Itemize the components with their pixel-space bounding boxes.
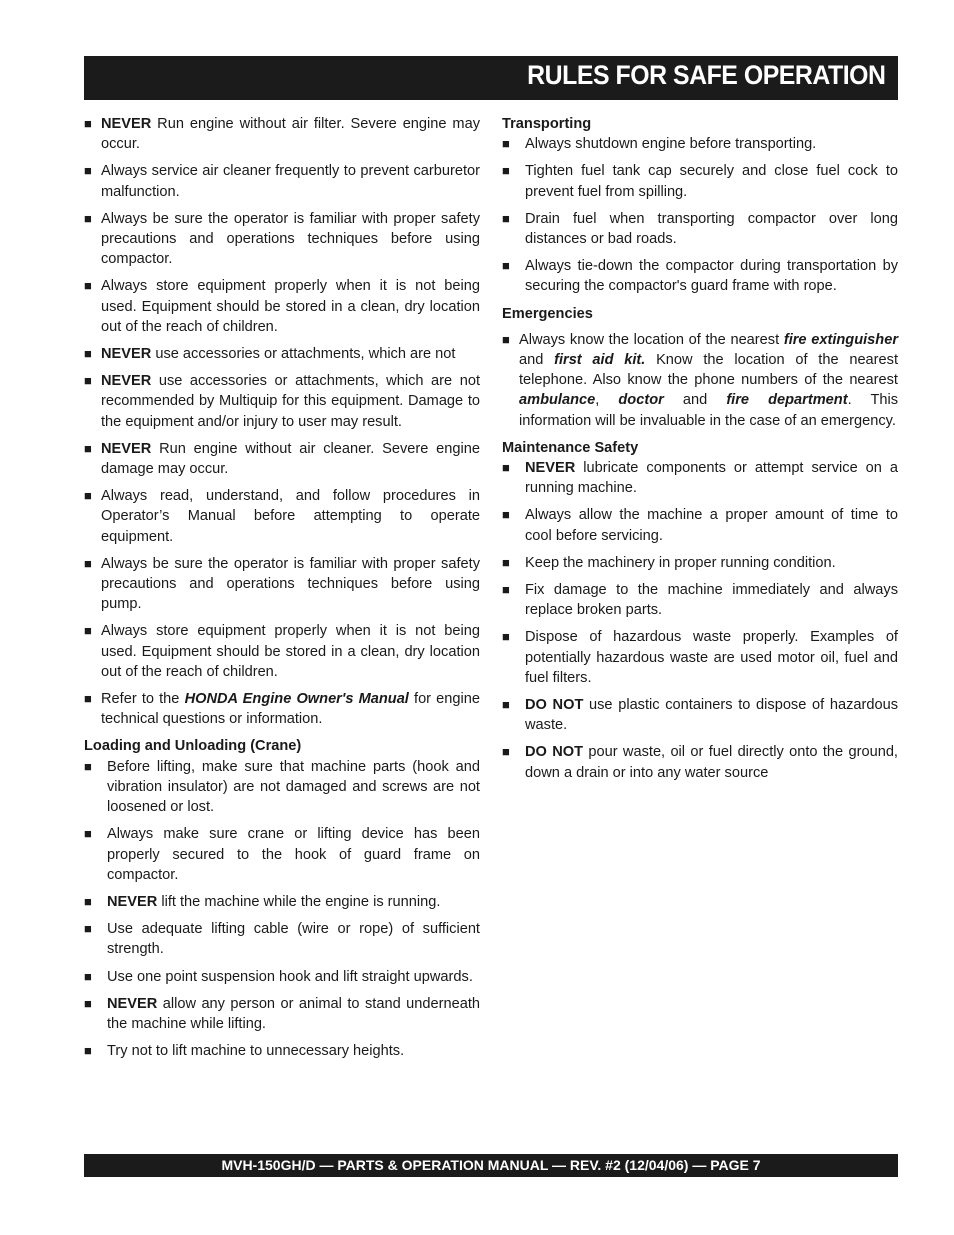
transport-heading: Transporting: [502, 116, 592, 132]
list-item: [84, 344, 480, 364]
bullet-icon: ■: [84, 623, 92, 639]
list-item: [84, 439, 480, 479]
item-text: lift the machine while the engine is running.: [157, 893, 441, 910]
bullet-icon: ■: [84, 116, 92, 131]
warning-keyword: NEVER: [107, 893, 158, 910]
item-text: use accessories or attachments, which are not: [151, 346, 456, 363]
item-text: ,: [595, 392, 619, 409]
warning-keyword: NEVER: [101, 440, 152, 457]
item-text-wrap: [101, 276, 480, 337]
list-item: [84, 621, 480, 682]
maintenance-heading: Maintenance Safety: [502, 439, 639, 456]
list-item: [84, 967, 480, 987]
item-text-wrap: [101, 554, 480, 615]
item-text-wrap: [107, 757, 480, 818]
item-text: Always be sure the operator is familiar with proper safety precautions and operations techniques before using pump.: [101, 555, 480, 613]
list-item: [502, 256, 898, 296]
list-item: [84, 757, 480, 818]
bullet-icon: ■: [502, 744, 510, 760]
list-item: [502, 134, 898, 154]
list-item: [84, 554, 480, 615]
item-text-wrap: [101, 486, 480, 547]
header-bar: [84, 56, 898, 100]
bullet-icon: ■: [84, 555, 92, 571]
bullet-icon: ■: [84, 893, 92, 909]
list-item: [84, 486, 480, 547]
list-item: [84, 209, 480, 270]
honda-reference: [101, 689, 480, 729]
list-item: [502, 695, 898, 735]
bullet-icon: ■: [502, 507, 510, 523]
bullet-icon: ■: [502, 629, 510, 645]
item-text: and: [519, 352, 555, 369]
item-text: Always make sure crane or lifting device has been properly secured to the hook of guard frame on compactor.: [107, 826, 480, 883]
list-item: [84, 892, 480, 912]
list-item: [502, 458, 898, 498]
list-item: [502, 580, 898, 620]
warning-keyword: DO NOT: [525, 744, 584, 761]
emphasis-text: fire extinguisher: [783, 331, 898, 348]
warning-keyword: DO NOT: [525, 697, 584, 714]
warning-keyword: NEVER: [101, 346, 152, 363]
item-text: Always store equipment properly when it is not being used. Equipment should be stored in a clean, dry location out of the reach of children.: [101, 278, 480, 335]
item-text-wrap: [101, 621, 480, 682]
bullet-icon: ■: [84, 346, 92, 362]
bullet-icon: ■: [84, 995, 92, 1011]
list-item: [502, 161, 898, 201]
item-text-wrap: [101, 439, 480, 479]
item-text: Use adequate lifting cable (wire or rope) of sufficient strength.: [107, 921, 480, 958]
list-item: [84, 824, 480, 885]
bullet-icon: ■: [84, 440, 92, 456]
list-item: [84, 689, 480, 729]
item-text: Run engine without air filter. Severe engine may occur.: [101, 116, 480, 153]
item-text-wrap: [101, 114, 480, 154]
warning-keyword: NEVER: [101, 373, 152, 390]
item-text-wrap: [107, 919, 480, 959]
bullet-icon: ■: [502, 554, 510, 570]
item-text: Always tie-down the compactor during transportation by securing the compactor's guard frame with rope.: [525, 258, 898, 295]
emphasis-text: fire department: [726, 392, 848, 409]
bullet-icon: ■: [84, 691, 92, 707]
list-item: [84, 919, 480, 959]
emphasis-text: first aid kit.: [554, 352, 646, 369]
item-text: allow any person or animal to stand underneath the machine while lifting.: [107, 995, 480, 1032]
bullet-icon: ■: [502, 136, 510, 152]
transport-rules-list: [502, 134, 898, 296]
item-text-wrap: [107, 824, 480, 885]
emphasis-text: doctor: [618, 392, 664, 409]
right-column: [502, 114, 898, 790]
bullet-icon: ■: [84, 921, 92, 937]
list-item: [84, 371, 480, 432]
item-text: Always store equipment properly when it is not being used. Equipment should be stored in a clean, dry location out of the reach of children.: [101, 623, 480, 680]
list-item: [84, 161, 480, 201]
item-text: lubricate components or attempt service on a running machine.: [525, 460, 898, 497]
item-text: Refer to the: [101, 691, 185, 708]
list-item: [84, 1041, 480, 1061]
list-item: [502, 742, 898, 782]
item-text-wrap: [525, 256, 898, 296]
bullet-icon: ■: [84, 373, 92, 389]
page-title: RULES FOR SAFE OPERATION: [527, 60, 886, 90]
item-text-wrap: [101, 209, 480, 270]
item-text: Always shutdown engine before transporting.: [525, 136, 817, 153]
bullet-icon: ■: [84, 488, 92, 504]
item-text: use plastic containers to dispose of hazardous waste.: [525, 697, 898, 734]
item-text: Keep the machinery in proper running condition.: [525, 554, 836, 571]
list-item: [84, 114, 480, 154]
bullet-icon: ■: [84, 278, 92, 294]
item-text: . This information will be invaluable in the case of an emergency.: [519, 392, 899, 429]
item-text-wrap: [525, 695, 898, 735]
item-text: Dispose of hazardous waste properly. Examples of potentially hazardous waste are used motor oil, fuel and fuel filters.: [525, 629, 898, 686]
item-text-wrap: [107, 892, 480, 912]
item-text: pour waste, oil or fuel directly onto the ground, down a drain or into any water source: [525, 744, 898, 781]
emergency-heading: Emergencies: [502, 305, 593, 322]
item-text: Always service air cleaner frequently to prevent carburetor malfunction.: [101, 163, 480, 200]
bullet-icon: ■: [84, 758, 92, 774]
bullet-icon: ■: [502, 210, 510, 226]
list-item: [502, 505, 898, 545]
item-text: Always allow the machine a proper amount of time to cool before servicing.: [525, 507, 898, 544]
bullet-icon: ■: [502, 331, 510, 347]
bullet-icon: ■: [502, 460, 510, 476]
bullet-icon: ■: [84, 1043, 92, 1059]
item-text-wrap: [101, 344, 480, 364]
maintenance-rules-list: [502, 458, 898, 783]
list-item: [502, 209, 898, 249]
bullet-icon: ■: [84, 163, 92, 179]
bullet-icon: ■: [84, 826, 92, 842]
warning-keyword: NEVER: [101, 116, 152, 132]
bullet-icon: ■: [502, 163, 510, 179]
bullet-icon: ■: [84, 968, 92, 984]
item-text: Fix damage to the machine immediately and always replace broken parts.: [525, 582, 898, 619]
loading-rules-list: [84, 757, 480, 1062]
loading-heading: Loading and Unloading (Crane): [84, 738, 302, 755]
item-text: Use one point suspension hook and lift straight upwards.: [107, 968, 473, 985]
manual-title: HONDA Engine Owner's Manual: [184, 691, 409, 708]
item-text: and: [663, 392, 727, 409]
item-text-wrap: [525, 553, 898, 573]
bullet-icon: ■: [502, 582, 510, 598]
item-text: Always know the location of the nearest: [519, 331, 784, 348]
item-text-wrap: [107, 994, 480, 1034]
list-item: [502, 553, 898, 573]
list-item: [84, 994, 480, 1034]
bullet-icon: ■: [84, 210, 92, 226]
item-text: use accessories or attachments, which are not recommended by Multiquip for this equipment. Damage to the equipment and/or injury to user may result.: [101, 373, 480, 430]
bullet-icon: ■: [502, 258, 510, 274]
item-text: Before lifting, make sure that machine parts (hook and vibration insulator) are not damaged and screws are not loosened or lost.: [107, 758, 480, 816]
item-text: for engine technical questions or information.: [101, 691, 481, 728]
list-item: [502, 330, 898, 431]
item-text-wrap: [101, 161, 480, 201]
list-item: [84, 276, 480, 337]
item-text-wrap: [525, 505, 898, 545]
item-text-wrap: [525, 627, 898, 688]
item-text: Try not to lift machine to unnecessary heights.: [107, 1043, 405, 1060]
item-text-wrap: [525, 209, 898, 249]
page-footer: MVH-150GH/D — PARTS & OPERATION MANUAL — REV. #2 (12/04/06) — PAGE 7: [84, 1154, 898, 1177]
warning-keyword: NEVER: [525, 460, 576, 477]
item-text: Run engine without air cleaner. Severe engine damage may occur.: [101, 440, 480, 478]
item-text-wrap: [525, 134, 898, 154]
item-text: Always be sure the operator is familiar with proper safety precautions and operations techniques before using compactor.: [101, 210, 480, 268]
list-item: [502, 627, 898, 688]
item-text-wrap: [525, 161, 898, 201]
item-text-wrap: [107, 967, 480, 987]
left-column: [84, 114, 480, 1068]
general-rules-list: [84, 114, 480, 682]
item-text-wrap: [525, 580, 898, 620]
item-text: Drain fuel when transporting compactor over long distances or bad roads.: [525, 210, 898, 248]
emphasis-text: ambulance: [519, 392, 596, 409]
item-text: Always read, understand, and follow procedures in Operator’s Manual before attempting to operate equipment.: [101, 488, 480, 545]
item-text-wrap: [107, 1041, 480, 1061]
warning-keyword: NEVER: [107, 995, 158, 1012]
item-text-wrap: [101, 371, 480, 432]
item-text: Know the location of the nearest telephone. Also know the phone numbers of the nearest: [519, 352, 898, 389]
item-text-wrap: [525, 742, 898, 782]
item-text-wrap: [525, 458, 898, 498]
emergency-text: [519, 330, 898, 431]
bullet-icon: ■: [502, 697, 510, 713]
item-text: Tighten fuel tank cap securely and close fuel cock to prevent fuel from spilling.: [525, 163, 898, 200]
